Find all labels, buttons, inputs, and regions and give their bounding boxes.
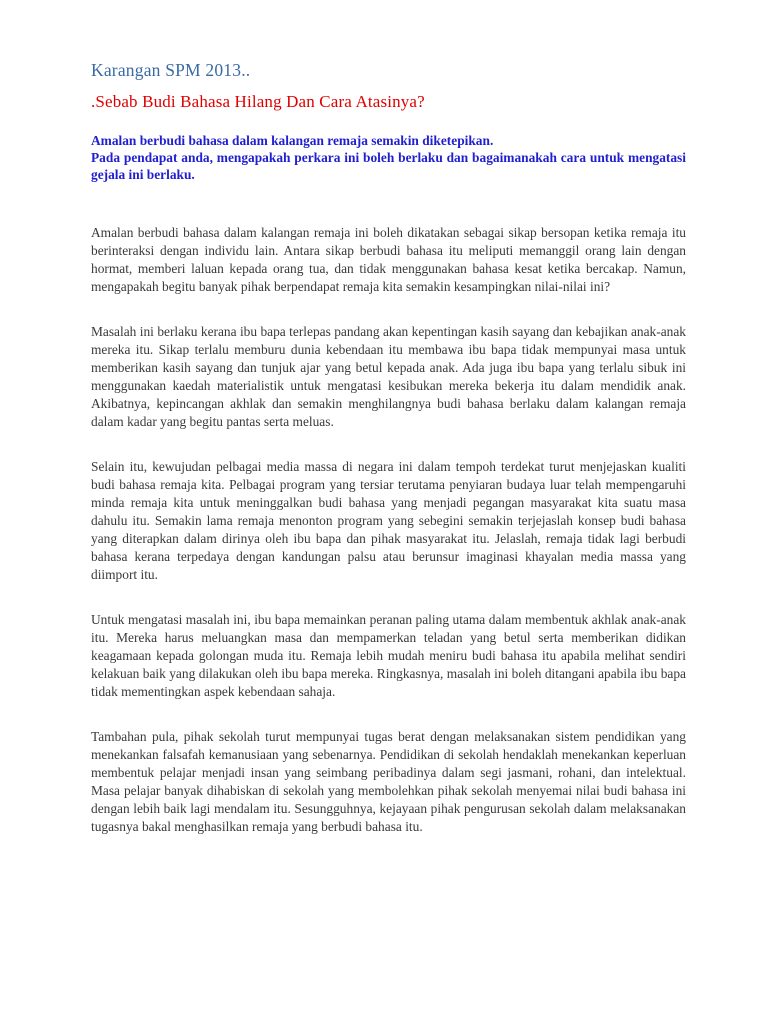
document-page — [91, 58, 686, 863]
paragraph-solution-parents: Untuk mengatasi masalah ini, ibu bapa memainkan peranan paling utama dalam membentuk akhlak anak-anak itu. Mereka harus meluangkan masa dan mempamerkan teladan yang betul serta memberikan didikan keagamaan kepada golongan muda itu. Remaja lebih mudah meniru budi bahasa itu apabila melihat sendiri kelakuan baik yang dilakukan oleh ibu bapa mereka. Ringkasnya, masalah ini boleh ditangani apabila ibu bapa tidak mementingkan aspek kebendaan sahaja. — [91, 612, 686, 699]
essay-question — [91, 132, 686, 183]
question-line-2: Pada pendapat anda, mengapakah perkara ini boleh berlaku dan bagaimanakah cara untuk mengatasi gejala ini berlaku. — [91, 150, 686, 182]
essay-title-prefix: . — [91, 92, 96, 111]
essay-title-text: Sebab Budi Bahasa Hilang Dan Cara Atasinya? — [95, 92, 425, 111]
paragraph-solution-school: Tambahan pula, pihak sekolah turut mempunyai tugas berat dengan melaksanakan sistem pendidikan yang menekankan falsafah kemanusiaan yang sebenarnya. Pendidikan di sekolah hendaklah menekankan keperluan membentuk pelajar menjadi insan yang seimbang peribadinya dalam segi jasmani, rohani, dan intelektual. Masa pelajar banyak dihabiskan di sekolah yang membolehkan pihak sekolah menyemai nilai budi bahasa ini dengan lebih baik lagi mendalam itu. Sesungguhnya, kejayaan pihak pengurusan sekolah dalam melaksanakan tugasnya bakal menghasilkan remaja yang berbudi bahasa itu. — [91, 729, 686, 834]
question-line-1: Amalan berbudi bahasa dalam kalangan remaja semakin diketepikan. — [91, 133, 494, 148]
essay-title — [91, 90, 686, 114]
essay-body — [91, 224, 686, 836]
paragraph-cause-media: Selain itu, kewujudan pelbagai media massa di negara ini dalam tempoh terdekat turut menjejaskan kualiti budi bahasa remaja kita. Pelbagai program yang tersiar terutama penyiaran budaya luar telah mempengaruhi minda remaja kita untuk meninggalkan budi bahasa yang menjadi pegangan masyarakat kita suatu masa dahulu itu. Semakin lama remaja menonton program yang sebegini semakin terjejaslah konsep budi bahasa yang diterapkan dalam dirinya oleh ibu bapa dan pihak masyarakat itu. Jelaslah, remaja tidak lagi berbudi bahasa kerana terpedaya dengan kandungan palsu atau berunsur imaginasi khayalan media massa yang diimport itu. — [91, 459, 686, 582]
document-title: Karangan SPM 2013.. — [91, 60, 251, 80]
paragraph-cause-parents: Masalah ini berlaku kerana ibu bapa terlepas pandang akan kepentingan kasih sayang dan kebajikan anak-anak mereka itu. Sikap terlalu memburu dunia kebendaan itu membawa ibu bapa tidak mempunyai masa untuk memberikan kasih sayang dan tunjuk ajar yang betul kepada anak. Ada juga ibu bapa yang terlalu sibuk ini menggunakan kaedah materialistik untuk mengatasi kesibukan mereka bekerja itu dalam mendidik anak. Akibatnya, kepincangan akhlak dan semakin menghilangnya budi bahasa berlaku dalam kalangan remaja dalam kadar yang begitu pantas serta meluas. — [91, 324, 686, 429]
paragraph-introduction: Amalan berbudi bahasa dalam kalangan remaja ini boleh dikatakan sebagai sikap bersopan ketika remaja itu berinteraksi dengan individu lain. Antara sikap berbudi bahasa itu meliputi memanggil orang lain dengan hormat, memberi laluan kepada orang tua, dan tidak menggunakan bahasa kesat ketika bercakap. Namun, mengapakah begitu banyak pihak berpendapat remaja kita semakin kesampingkan nilai-nilai ini? — [91, 225, 686, 294]
